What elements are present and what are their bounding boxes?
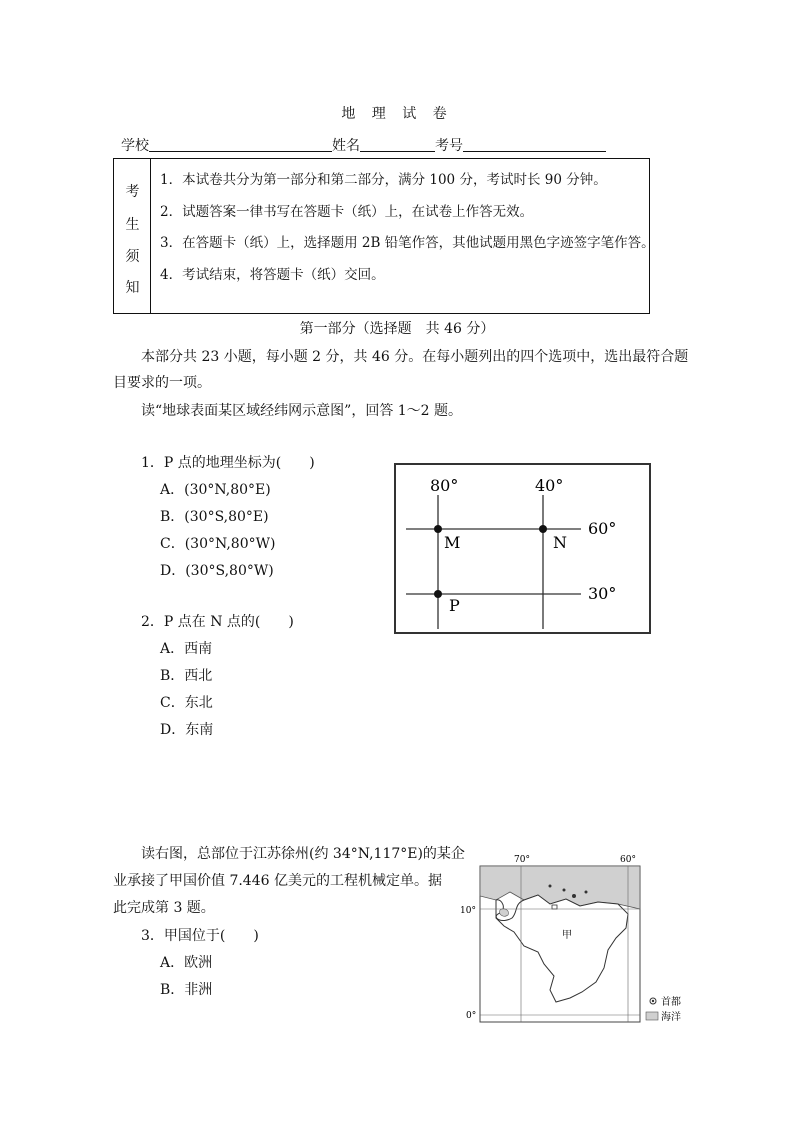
school-label: 学校	[121, 138, 149, 154]
student-info-line	[121, 135, 606, 155]
graticule-svg	[396, 465, 649, 632]
exam-title: 地 理 试 卷	[341, 106, 453, 122]
exam-notice-box	[113, 158, 655, 314]
island-dot	[549, 885, 552, 888]
legend-capital-symbol-core	[652, 1000, 654, 1002]
notice-item: 2．试题答案一律书写在答题卡（纸）上，在试卷上作答无效。	[160, 204, 534, 220]
point-p-dot	[434, 590, 442, 598]
point-p-label: P	[449, 596, 460, 615]
q3-intro-line3: 此完成第 3 题。	[113, 900, 215, 916]
q2-option-b[interactable]: B．西北	[160, 668, 213, 684]
notice-label-char: 知	[125, 280, 140, 296]
notice-label-column	[114, 159, 151, 313]
school-blank[interactable]	[149, 137, 332, 152]
name-blank[interactable]	[360, 137, 435, 152]
part1-intro-line1: 本部分共 23 小题，每小题 2 分，共 46 分。在每小题列出的四个选项中，选出最符合题	[141, 349, 689, 365]
island-dot	[563, 889, 566, 892]
graticule-map	[394, 463, 651, 634]
notice-label-char: 须	[125, 249, 140, 265]
q1-option-c[interactable]: C．(30°N,80°W)	[160, 536, 276, 552]
map2-lat-label-top: 10°	[460, 906, 476, 916]
island-dot	[572, 894, 576, 898]
point-m-dot	[434, 525, 442, 533]
lat-label-bottom: 30°	[588, 584, 617, 603]
notice-label-char: 生	[125, 217, 140, 233]
number-label: 考号	[435, 138, 463, 154]
question-1-stem: 1．P 点的地理坐标为( )	[141, 455, 315, 471]
point-n-label: N	[553, 533, 567, 552]
number-blank[interactable]	[463, 137, 606, 152]
q2-option-a[interactable]: A．西南	[160, 641, 213, 657]
map2-lon-label-right: 60°	[620, 855, 636, 865]
legend-capital-label: 首都	[661, 997, 681, 1008]
question-2-stem: 2．P 点在 N 点的( )	[141, 614, 294, 630]
q3-intro-line1: 读右图，总部位于江苏徐州(约 34°N,117°E)的某企	[141, 846, 465, 862]
q2-option-c[interactable]: C．东北	[160, 695, 213, 711]
part1-read-line: 读“地球表面某区域经纬网示意图”，回答 1～2 题。	[141, 403, 463, 419]
map2-lat-label-bottom: 0°	[466, 1011, 477, 1021]
point-n-dot	[539, 525, 547, 533]
country-map	[458, 852, 698, 1027]
point-m-label: M	[444, 533, 461, 552]
lon-label-right: 40°	[535, 476, 564, 495]
q2-option-d[interactable]: D．东南	[160, 722, 214, 738]
question-3-stem: 3．甲国位于( )	[141, 928, 259, 944]
q3-intro-line2: 业承接了甲国价值 7.446 亿美元的工程机械定单。据	[113, 873, 442, 889]
island-dot	[585, 891, 588, 894]
country-map-svg	[458, 852, 698, 1027]
legend-ocean-swatch	[646, 1012, 658, 1020]
notice-item: 3．在答题卡（纸）上，选择题用 2B 铅笔作答，其他试题用黑色字迹签字笔作答。	[160, 235, 655, 251]
q3-option-a[interactable]: A．欧洲	[160, 955, 213, 971]
notice-label-char: 考	[125, 184, 140, 200]
map2-lon-label-left: 70°	[514, 855, 530, 865]
q1-option-a[interactable]: A．(30°N,80°E)	[160, 482, 271, 498]
lon-label-left: 80°	[430, 476, 459, 495]
name-label: 姓名	[332, 138, 360, 154]
q3-option-b[interactable]: B．非洲	[160, 982, 213, 998]
lat-label-top: 60°	[588, 519, 617, 538]
notice-item: 1．本试卷共分为第一部分和第二部分，满分 100 分，考试时长 90 分钟。	[160, 172, 607, 188]
legend-ocean-label: 海洋	[661, 1012, 681, 1023]
part1-heading: 第一部分（选择题 共 46 分）	[299, 321, 495, 337]
lake-shape	[500, 909, 509, 916]
q1-option-d[interactable]: D．(30°S,80°W)	[160, 563, 274, 579]
part1-intro-line2: 目要求的一项。	[113, 375, 211, 391]
q1-option-b[interactable]: B．(30°S,80°E)	[160, 509, 269, 525]
country-label: 甲	[562, 930, 572, 941]
notice-item: 4．考试结束，将答题卡（纸）交回。	[160, 267, 385, 283]
